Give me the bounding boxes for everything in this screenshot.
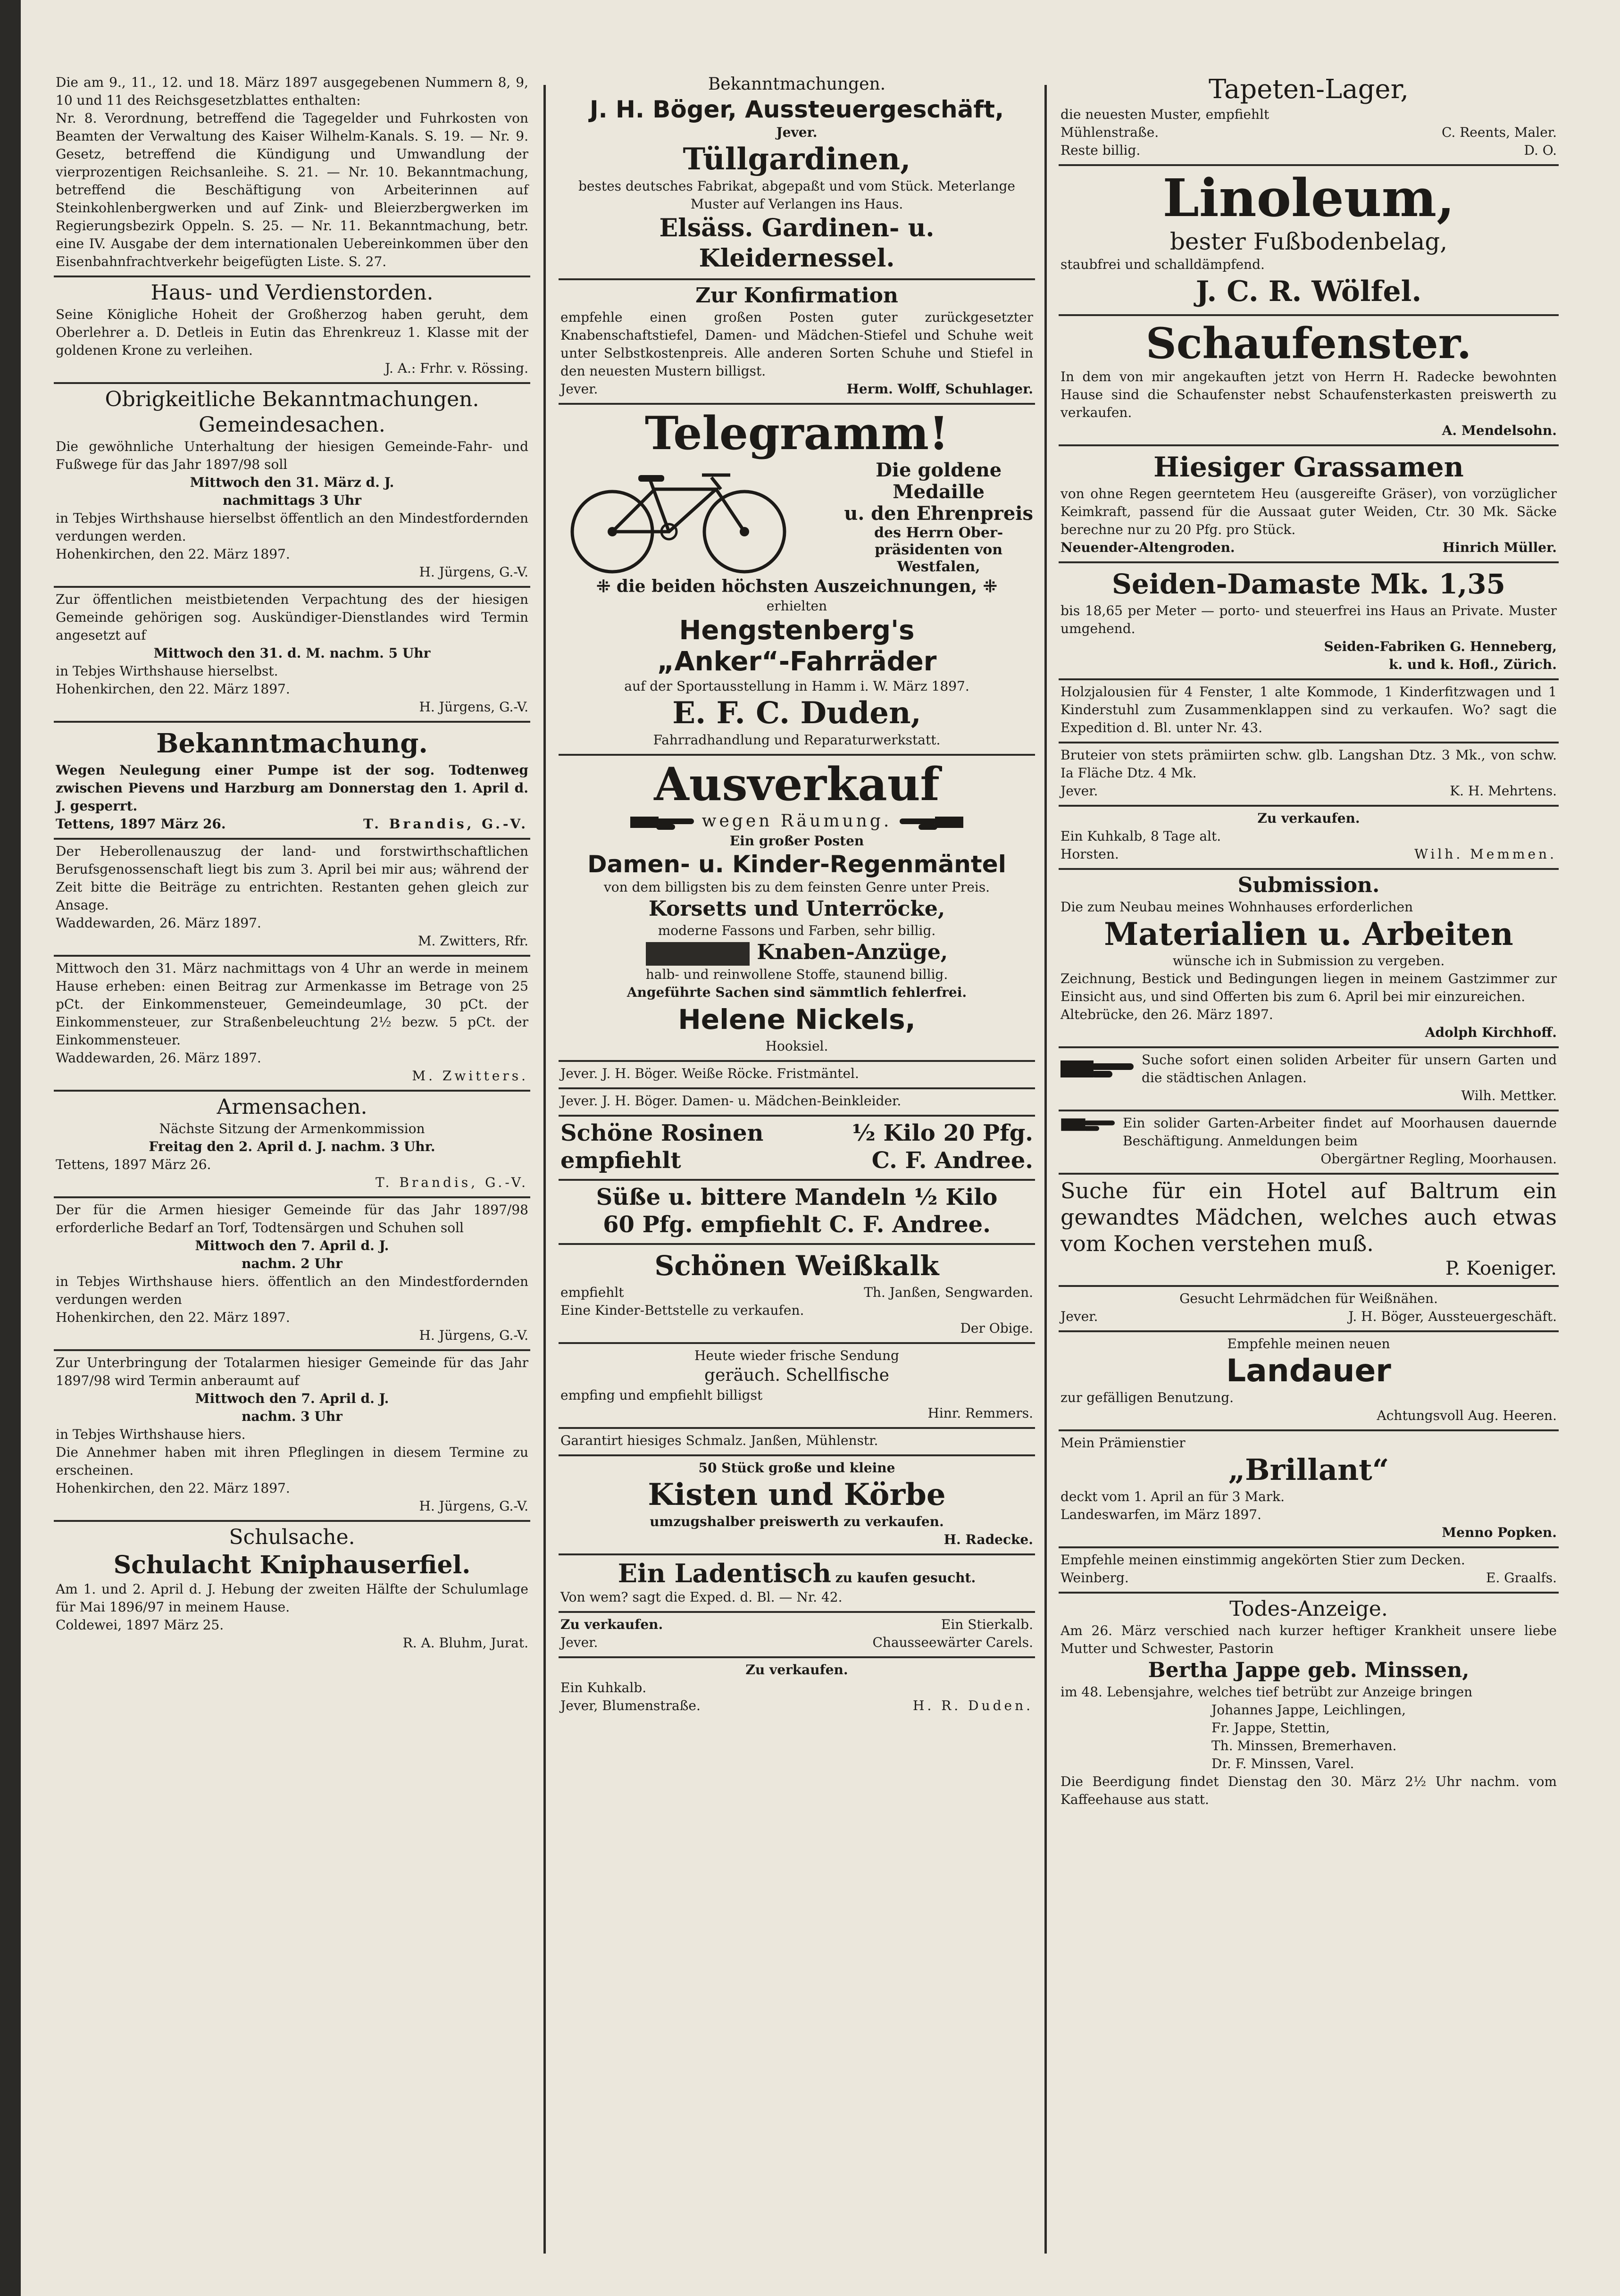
headline: Seiden-Damaste Mk. 1,35 bbox=[1112, 568, 1505, 600]
row bbox=[1061, 1114, 1557, 1150]
text: die neuesten Muster, empfiehlt bbox=[1061, 107, 1269, 122]
heading: Zu verkaufen. bbox=[745, 1661, 848, 1678]
signature: H. Radecke. bbox=[944, 1531, 1033, 1547]
heading: Zur Konfirmation bbox=[695, 284, 898, 308]
signature: k. und k. Hofl., Zürich. bbox=[1389, 657, 1557, 672]
signature: M. Zwitters, Rfr. bbox=[418, 933, 528, 949]
ad-arbeiter bbox=[1059, 1048, 1559, 1111]
ad-kuhkalb bbox=[559, 1658, 1035, 1720]
section-heading: Bekanntmachungen. bbox=[708, 75, 886, 94]
text: Ein Kuhkalb. bbox=[560, 1679, 647, 1695]
column-rule bbox=[543, 85, 546, 2254]
ad-reichsgesetzblatt bbox=[54, 71, 530, 277]
row bbox=[1061, 782, 1557, 800]
place-date: Waddewarden, 26. März 1897. bbox=[56, 915, 261, 931]
heading: Schulsache. bbox=[229, 1525, 355, 1549]
text: staubfrei und schalldämpfend. bbox=[1061, 257, 1265, 272]
text: zur gefälligen Benutzung. bbox=[1061, 1390, 1234, 1405]
text: Die zum Neubau meines Wohnhauses erforderlichen bbox=[1061, 899, 1413, 915]
pointing-hand-right-icon bbox=[630, 813, 696, 832]
ad-rosinen bbox=[559, 1117, 1035, 1181]
signature: Obergärtner Regling, Moorhausen. bbox=[1320, 1151, 1557, 1167]
ad-verpachtung bbox=[54, 588, 530, 723]
text: Mittwoch den 31. März nachmittags von 4 Uhr an werde in meinem Hause erheben: einen Beitrag zur Armenkasse im Betrage von 25 pCt. der Einkommensteuer, Gemeindeumlage, 30 pCt. der Einkommensteuer, zur Straßenbeleuchtung 2½ bezw. 5 pCt. der Einkommensteuer. bbox=[56, 960, 528, 1048]
headline: Landauer bbox=[1226, 1353, 1391, 1389]
text: Suche sofort einen soliden Arbeiter für unsern Garten und die städtischen Anlagen. bbox=[1142, 1052, 1557, 1085]
signature: Achtungsvoll Aug. Heeren. bbox=[1377, 1408, 1557, 1423]
page-binding-edge bbox=[0, 0, 21, 2296]
text: Jever. J. H. Böger. Damen- u. Mädchen-Beinkleider. bbox=[560, 1093, 902, 1109]
company-name: J. H. Böger, Aussteuergeschäft, bbox=[589, 96, 1004, 123]
signature: E. Graalfs. bbox=[1486, 1570, 1557, 1586]
ornament-icon: ⁜ bbox=[977, 576, 997, 596]
product-title: Elsäss. Gardinen- u. Kleidernessel. bbox=[659, 214, 935, 273]
headline: Telegramm! bbox=[644, 407, 949, 460]
place-date: Hohenkirchen, den 22. März 1897. bbox=[56, 1310, 290, 1325]
text: des Herrn Ober- bbox=[874, 525, 1003, 541]
black-bar bbox=[646, 942, 750, 966]
signature: P. Koeniger. bbox=[1445, 1258, 1557, 1279]
heading: Submission. bbox=[1237, 873, 1380, 897]
signature: R. A. Bluhm, Jurat. bbox=[402, 1635, 528, 1651]
pointing-hand-left-icon bbox=[897, 813, 963, 832]
text: Ein Kuhkalb, 8 Tage alt. bbox=[1061, 828, 1221, 844]
place: Jever. bbox=[776, 125, 818, 140]
ad-landauer bbox=[1059, 1332, 1559, 1431]
text: Zeichnung, Bestick und Bedingungen liegen in meinem Gastzimmer zur Einsicht aus, und sind Offerten bis zum 6. April bei mir einzureichen. bbox=[1061, 971, 1557, 1004]
text: Der für die Armen hiesiger Gemeinde für das Jahr 1897/98 erforderliche Bedarf an Torf, Todtensärgen und Schuhen soll bbox=[56, 1202, 528, 1236]
text: u. den Ehrenpreis bbox=[844, 502, 1033, 525]
place-date: Hohenkirchen, den 22. März 1897. bbox=[56, 681, 290, 697]
text bbox=[560, 576, 1033, 597]
date: Freitag den 2. April d. J. nachm. 3 Uhr. bbox=[149, 1139, 435, 1154]
column-1 bbox=[54, 71, 530, 2268]
place-date: Altebrücke, den 26. März 1897. bbox=[1061, 1007, 1273, 1022]
text: von dem billigsten bis zu dem feinsten Genre unter Preis. bbox=[603, 879, 990, 895]
name: Bertha Jappe geb. Minssen, bbox=[1148, 1658, 1470, 1682]
text: umzugshalber preiswerth zu verkaufen. bbox=[650, 1513, 944, 1529]
date: Mittwoch den 7. April d. J. bbox=[195, 1238, 389, 1253]
ad-konfirmation bbox=[559, 278, 1035, 405]
signature: Wilh. Mettker. bbox=[1461, 1088, 1557, 1103]
product-title: Kisten und Körbe bbox=[648, 1477, 946, 1512]
headline: Hiesiger Grassamen bbox=[1153, 451, 1464, 483]
ad-mandeln bbox=[559, 1181, 1035, 1245]
ad-beinkleider bbox=[559, 1089, 1035, 1117]
mourner: Fr. Jappe, Stettin, bbox=[1211, 1720, 1330, 1736]
text: Süße u. bittere Mandeln ½ Kilo bbox=[596, 1184, 998, 1211]
footer-row bbox=[560, 380, 1033, 398]
text: In dem von mir angekauften jetzt von Herrn H. Radecke bewohnten Hause sind die Schaufenster nebst Schaufensterkasten preiswerth zu verkaufen. bbox=[1061, 369, 1557, 420]
signature: D. O. bbox=[1524, 142, 1557, 158]
signature: T. Brandis, G.-V. bbox=[375, 1175, 528, 1190]
time: nachm. 2 Uhr bbox=[242, 1256, 342, 1271]
row bbox=[560, 1119, 1033, 1147]
time: nachmittags 3 Uhr bbox=[222, 493, 362, 508]
text: Zur öffentlichen meistbietenden Verpachtung des der hiesigen Gemeinde gehörigen sog. Auskündiger-Dienstlandes wird Termin angesetzt auf bbox=[56, 592, 528, 643]
section-schulsache bbox=[54, 1522, 530, 1657]
column-3 bbox=[1059, 71, 1559, 2268]
ad-stier bbox=[1059, 1548, 1559, 1594]
text: empfiehlt bbox=[560, 1284, 624, 1300]
place: Mühlenstraße. bbox=[1061, 125, 1159, 140]
place: Jever. bbox=[560, 381, 598, 397]
bicycle-row bbox=[560, 459, 1033, 576]
row bbox=[560, 1634, 1033, 1652]
heading: Todes-Anzeige. bbox=[1229, 1597, 1388, 1621]
text: Reste billig. bbox=[1061, 142, 1141, 158]
ad-seide bbox=[1059, 563, 1559, 680]
text: Schöne Rosinen bbox=[560, 1119, 764, 1146]
pointing-hand-right-icon bbox=[1061, 1114, 1117, 1135]
row bbox=[1061, 142, 1557, 159]
product-title: geräuch. Schellfische bbox=[704, 1365, 889, 1385]
ad-boeger bbox=[559, 71, 1035, 278]
text: empfehle einen großen Posten guter zurückgesetzter Knabenschaftstiefel, Damen- und Mädchen-Stiefel und Schuhe weit unter Selbstkostenpreis. Alle anderen Sorten Schuhe und Stiefel in den neuesten Mustern billigst. bbox=[560, 309, 1033, 379]
text: wegen Räumung. bbox=[701, 811, 892, 831]
company-name: J. C. R. Wölfel. bbox=[1195, 275, 1422, 308]
date: Mittwoch den 31. d. M. nachm. 5 Uhr bbox=[153, 645, 431, 661]
text: Mein Prämienstier bbox=[1061, 1435, 1186, 1451]
text: Suche für ein Hotel auf Baltrum ein gewandtes Mädchen, welches auch etwas vom Kochen verstehen muß. bbox=[1061, 1178, 1557, 1256]
text: moderne Fassons und Farben, sehr billig. bbox=[658, 923, 936, 938]
text: zu kaufen gesucht. bbox=[835, 1570, 976, 1586]
text: 50 Stück große und kleine bbox=[698, 1460, 895, 1476]
place-date: Hohenkirchen, den 22. März 1897. bbox=[56, 546, 290, 562]
ad-orden bbox=[54, 277, 530, 384]
product-title: Tüllgardinen, bbox=[683, 142, 911, 177]
signature: H. Jürgens, G.-V. bbox=[419, 1498, 528, 1514]
text: Jever. J. H. Böger. Weiße Röcke. Fristmäntel. bbox=[560, 1065, 859, 1081]
text: Wegen Neulegung einer Pumpe ist der sog. Todtenweg zwischen Pievens und Harzburg am Donnerstag den 1. April d. J. gesperrt. bbox=[56, 762, 528, 814]
heading: Armensachen. bbox=[217, 1095, 367, 1119]
product-title: Korsetts und Unterröcke, bbox=[648, 897, 945, 921]
text: Am 26. März verschied nach kurzer heftiger Krankheit unsere liebe Mutter und Schwester, Pastorin bbox=[1061, 1623, 1557, 1656]
place-date: Coldewei, 1897 März 25. bbox=[56, 1617, 224, 1633]
ad-grassamen bbox=[1059, 446, 1559, 563]
ornament-icon: ⁜ bbox=[596, 576, 617, 596]
ad-schaufenster bbox=[1059, 316, 1559, 446]
heading: Zu verkaufen. bbox=[1257, 810, 1360, 826]
text: Holzjalousien für 4 Fenster, 1 alte Kommode, 1 Kinderfitzwagen und 1 Kinderstuhl zum Zusammenklappen sind zu verkaufen. Wo? sagt die Expedition d. Bl. unter Nr. 43. bbox=[1061, 684, 1557, 735]
text: Zur Unterbringung der Totalarmen hiesiger Gemeinde für das Jahr 1897/98 wird Termin anberaumt auf bbox=[56, 1355, 528, 1388]
section-gemeindesachen bbox=[54, 384, 530, 588]
ad-schmalz bbox=[559, 1429, 1035, 1456]
row bbox=[560, 1616, 1033, 1634]
text: halb- und reinwollene Stoffe, staunend billig. bbox=[645, 966, 948, 982]
place-date: Waddewarden, 26. März 1897. bbox=[56, 1050, 261, 1066]
heading: Zu verkaufen. bbox=[560, 1616, 663, 1632]
heading: Bekanntmachung. bbox=[156, 728, 428, 759]
text: Die gewöhnliche Unterhaltung der hiesigen Gemeinde-Fahr- und Fußwege für das Jahr 1897/98 soll bbox=[56, 439, 528, 472]
place-date: Landeswarfen, im März 1897. bbox=[1061, 1507, 1261, 1522]
signature: H. R. Duden. bbox=[912, 1697, 1033, 1713]
product-title bbox=[560, 940, 1033, 966]
headline: „Brillant“ bbox=[1228, 1453, 1389, 1487]
ad-submission bbox=[1059, 870, 1559, 1048]
headline bbox=[560, 1558, 1033, 1588]
text: 60 Pfg. empfiehlt C. F. Andree. bbox=[603, 1211, 991, 1238]
text: Westfalen, bbox=[897, 559, 980, 575]
text: wünsche ich in Submission zu vergeben. bbox=[1172, 953, 1445, 968]
company-name: Helene Nickels, bbox=[678, 1003, 916, 1035]
text: Nr. 8. Verordnung, betreffend die Tagegelder und Fuhrkosten von Beamten der Verwaltung des Kaiser Wilhelm-Kanals. S. 19. — Nr. 9. Gesetz, betreffend die Kündigung und Umwandlung der vierprozentigen Reichsanleihe. S. 21. — Nr. 10. Bekanntmachung, betreffend die Beschäftigung von Arbeiterinnen auf Steinkohlenbergwerken und auf Zink- und Bleierzbergwerken im Regierungsbezirk Oppeln. S. 25. — Nr. 11. Bekanntmachung, betr. eine IV. Ausgabe der dem internationalen Uebereinkommen über den Eisenbahnfrachtverkehr beigefügten Liste. S. 27. bbox=[56, 110, 528, 269]
heading: Haus- und Verdienstorden. bbox=[150, 281, 434, 305]
signature: Der Obige. bbox=[960, 1320, 1033, 1336]
ad-tapeten bbox=[1059, 71, 1559, 166]
place: Jever. bbox=[1061, 783, 1098, 799]
heading: Tapeten-Lager, bbox=[1209, 74, 1409, 105]
place-date: Tettens, 1897 März 26. bbox=[56, 816, 226, 832]
text: Von wem? sagt die Exped. d. Bl. — Nr. 42. bbox=[560, 1589, 843, 1605]
mourner: Dr. F. Minssen, Varel. bbox=[1211, 1756, 1354, 1771]
ad-stierkalb bbox=[559, 1613, 1035, 1658]
row bbox=[1061, 1308, 1557, 1326]
award-text bbox=[844, 459, 1033, 576]
signature: Herm. Wolff, Schuhlager. bbox=[846, 381, 1033, 397]
text: präsidenten von bbox=[875, 542, 1003, 558]
signature: Hinrich Müller. bbox=[1442, 540, 1557, 555]
text: Seine Königliche Hoheit der Großherzog haben geruht, dem Oberlehrer a. D. Detleis in Eutin das Ehrenkreuz 1. Klasse mit der goldenen Krone zu verleihen. bbox=[56, 307, 528, 358]
product-title: Schönen Weißkalk bbox=[654, 1249, 939, 1282]
signature: A. Mendelsohn. bbox=[1442, 423, 1557, 438]
text: Empfehle meinen neuen bbox=[1227, 1336, 1390, 1352]
place: Horsten. bbox=[1061, 846, 1119, 862]
ad-torf bbox=[54, 1198, 530, 1351]
product-title: Ein Ladentisch bbox=[618, 1558, 831, 1588]
text: Ein Stierkalb. bbox=[941, 1616, 1033, 1632]
place: Jever, Blumenstraße. bbox=[560, 1697, 701, 1713]
column-rule bbox=[1044, 85, 1047, 2254]
place: Jever. bbox=[560, 1634, 598, 1650]
text: Angeführte Sachen sind sämmtlich fehlerfrei. bbox=[626, 984, 967, 1000]
ad-ladentisch bbox=[559, 1555, 1035, 1613]
row bbox=[1061, 1051, 1557, 1087]
signature: Wilh. Memmen. bbox=[1414, 846, 1557, 862]
signature: Seiden-Fabriken G. Henneberg, bbox=[1324, 639, 1557, 654]
text: Ein solider Garten-Arbeiter findet auf Moorhausen dauernde Beschäftigung. Anmeldungen beim bbox=[1123, 1115, 1557, 1149]
sub-heading: bester Fußbodenbelag, bbox=[1169, 228, 1448, 255]
mourner: Johannes Jappe, Leichlingen, bbox=[1211, 1702, 1406, 1718]
text: Garantirt hiesiges Schmalz. Janßen, Mühlenstr. bbox=[560, 1432, 878, 1448]
ad-ausverkauf bbox=[559, 756, 1035, 1062]
signature: J. A.: Frhr. v. Rössing. bbox=[384, 360, 528, 376]
text bbox=[560, 810, 1033, 832]
date: Mittwoch den 31. März d. J. bbox=[190, 475, 394, 490]
company-name: E. F. C. Duden, bbox=[672, 695, 921, 731]
signature: H. Jürgens, G.-V. bbox=[419, 1328, 528, 1343]
ad-lehrmaedchen bbox=[1059, 1287, 1559, 1332]
headline: Linoleum, bbox=[1162, 167, 1455, 228]
sub-heading: Schulacht Kniphauserfiel. bbox=[113, 1551, 471, 1579]
sub-heading: Gemeindesachen. bbox=[199, 413, 385, 437]
ad-todesanzeige bbox=[1059, 1594, 1559, 1813]
pointing-hand-right-icon bbox=[1061, 1055, 1136, 1083]
time: nachm. 3 Uhr bbox=[242, 1409, 342, 1424]
text: Bruteier von stets prämiirten schw. glb. Langshan Dtz. 3 Mk., von schw. Ia Fläche Dtz. 4 Mk. bbox=[1061, 747, 1557, 781]
text: im 48. Lebensjahre, welches tief betrübt zur Anzeige bringen bbox=[1061, 1684, 1473, 1700]
text: Ein großer Posten bbox=[729, 833, 864, 849]
signature: H. Jürgens, G.-V. bbox=[419, 564, 528, 580]
text: Die goldene bbox=[876, 459, 1002, 481]
signature: Chausseewärter Carels. bbox=[872, 1634, 1033, 1650]
headline: Schaufenster. bbox=[1145, 318, 1472, 368]
ad-brillant bbox=[1059, 1431, 1559, 1548]
text: auf der Sportausstellung in Hamm i. W. März 1897. bbox=[624, 678, 969, 694]
ad-kisten bbox=[559, 1456, 1035, 1555]
signature: Hinr. Remmers. bbox=[927, 1405, 1033, 1421]
text: die beiden höchsten Auszeichnungen, bbox=[616, 576, 977, 596]
place-date: Hohenkirchen, den 22. März 1897. bbox=[56, 1480, 290, 1496]
ad-jalousien bbox=[1059, 680, 1559, 743]
text: Fahrradhandlung und Reparaturwerkstatt. bbox=[653, 732, 941, 748]
text: in Tebjes Wirthshause hierselbst. bbox=[56, 663, 278, 679]
headline: Materialien u. Arbeiten bbox=[1104, 916, 1513, 952]
text: empfing und empfiehlt billigst bbox=[560, 1387, 763, 1403]
brand: Hengstenberg's bbox=[679, 615, 915, 646]
ad-schellfische bbox=[559, 1344, 1035, 1429]
ad-linoleum bbox=[1059, 166, 1559, 316]
text: Am 1. und 2. April d. J. Hebung der zweiten Hälfte der Schulumlage für Mai 1896/97 in meinem Hause. bbox=[56, 1581, 528, 1615]
text: in Tebjes Wirthshause hiers. öffentlich an den Mindestfordernden verdungen werden bbox=[56, 1274, 528, 1307]
text: Eine Kinder-Bettstelle zu verkaufen. bbox=[560, 1302, 804, 1318]
text: deckt vom 1. April an für 3 Mark. bbox=[1061, 1489, 1285, 1504]
place: Jever. bbox=[1061, 1309, 1098, 1324]
text: Nächste Sitzung der Armenkommission bbox=[159, 1121, 425, 1136]
ad-brueteier bbox=[1059, 743, 1559, 807]
row bbox=[1061, 124, 1557, 142]
bicycle-icon bbox=[560, 461, 796, 574]
place: Neuender-Altengroden. bbox=[1061, 540, 1235, 555]
mourner: Th. Minssen, Bremerhaven. bbox=[1211, 1738, 1397, 1753]
footer-row bbox=[56, 815, 528, 833]
text: Die Beerdigung findet Dienstag den 30. März 2½ Uhr nachm. vom Kaffeehause aus statt. bbox=[1061, 1774, 1557, 1807]
product-title: Damen- u. Kinder-Regenmäntel bbox=[587, 851, 1006, 878]
text: Medaille bbox=[893, 481, 985, 503]
text: in Tebjes Wirthshause hiers. bbox=[56, 1427, 246, 1442]
text: Empfehle meinen einstimmig angekörten Stier zum Decken. bbox=[1061, 1552, 1465, 1568]
place-date: Tettens, 1897 März 26. bbox=[56, 1157, 211, 1172]
text: Knaben-Anzüge, bbox=[757, 940, 948, 964]
price: ½ Kilo 20 Pfg. bbox=[852, 1119, 1033, 1146]
signature: C. F. Andree. bbox=[871, 1147, 1033, 1174]
ad-heberolle bbox=[54, 840, 530, 957]
place: Weinberg. bbox=[1061, 1570, 1129, 1586]
ad-baltrum bbox=[1059, 1175, 1559, 1287]
date: Mittwoch den 7. April d. J. bbox=[195, 1391, 389, 1406]
text: Die am 9., 11., 12. und 18. März 1897 ausgegebenen Nummern 8, 9, 10 und 11 des Reichsgesetzblattes enthalten: bbox=[56, 75, 528, 108]
text: in Tebjes Wirthshause hierselbst öffentlich an den Mindestfordernden verdungen werden. bbox=[56, 510, 528, 544]
row bbox=[1061, 1569, 1557, 1587]
ad-totalarmen bbox=[54, 1351, 530, 1522]
row bbox=[1061, 845, 1557, 863]
newspaper-page bbox=[21, 0, 1620, 2296]
signature: T. Brandis, G.-V. bbox=[363, 816, 528, 832]
ad-telegramm bbox=[559, 405, 1035, 756]
section-heading: Obrigkeitliche Bekanntmachungen. bbox=[105, 387, 479, 411]
text: von ohne Regen geerntetem Heu (ausgereifte Gräser), von vorzüglicher Keimkraft, passend für die Aussaat guter Weiden, Ctr. 30 Mk. Säcke berechne nur zu 20 Pfg. pro Stück. bbox=[1061, 486, 1557, 537]
ad-kuhkalb bbox=[1059, 807, 1559, 870]
signature: Adolph Kirchhoff. bbox=[1425, 1025, 1557, 1040]
row bbox=[560, 1147, 1033, 1174]
text: Gesucht Lehrmädchen für Weißnähen. bbox=[1179, 1291, 1438, 1306]
signature: Th. Janßen, Sengwarden. bbox=[864, 1284, 1033, 1300]
signature: C. Reents, Maler. bbox=[1441, 125, 1557, 140]
ad-weisskalk bbox=[559, 1245, 1035, 1344]
row bbox=[560, 1284, 1033, 1302]
row bbox=[1061, 539, 1557, 557]
brand: „Anker“-Fahrräder bbox=[657, 646, 937, 677]
column-2 bbox=[559, 71, 1035, 2268]
row bbox=[560, 1697, 1033, 1715]
text: Der Heberollenauszug der land- und forstwirthschaftlichen Berufsgenossenschaft liegt bis zum 3. April bei mir aus; während der Zeit bitte die Beiträge zu entrichten. Restanten gehen gleich zur Ansage. bbox=[56, 843, 528, 913]
place: Hooksiel. bbox=[765, 1038, 828, 1054]
text: Heute wieder frische Sendung bbox=[694, 1347, 899, 1363]
signature: M. Zwitters. bbox=[412, 1068, 528, 1084]
text: Die Annehmer haben mit ihren Pfleglingen in diesem Termine zu erscheinen. bbox=[56, 1444, 528, 1478]
section-armensachen bbox=[54, 1092, 530, 1198]
headline: Ausverkauf bbox=[654, 758, 940, 811]
signature: K. H. Mehrtens. bbox=[1450, 783, 1557, 799]
ad-armenkasse bbox=[54, 957, 530, 1092]
text: erhielten bbox=[766, 598, 827, 614]
text: bestes deutsches Fabrikat, abgepaßt und vom Stück. Meterlange Muster auf Verlangen ins Haus. bbox=[578, 178, 1015, 212]
signature: H. Jürgens, G.-V. bbox=[419, 699, 528, 715]
signature: Menno Popken. bbox=[1442, 1525, 1557, 1540]
ad-gartenarbeiter bbox=[1059, 1111, 1559, 1175]
mourners-list bbox=[1061, 1701, 1557, 1773]
text: bis 18,65 per Meter — porto- und steuerfrei ins Haus an Private. Muster umgehend. bbox=[1061, 603, 1557, 636]
text: empfiehlt bbox=[560, 1147, 681, 1174]
ad-weisse-roecke bbox=[559, 1062, 1035, 1089]
signature: J. H. Böger, Aussteuergeschäft. bbox=[1348, 1309, 1557, 1324]
ad-pumpe bbox=[54, 723, 530, 840]
